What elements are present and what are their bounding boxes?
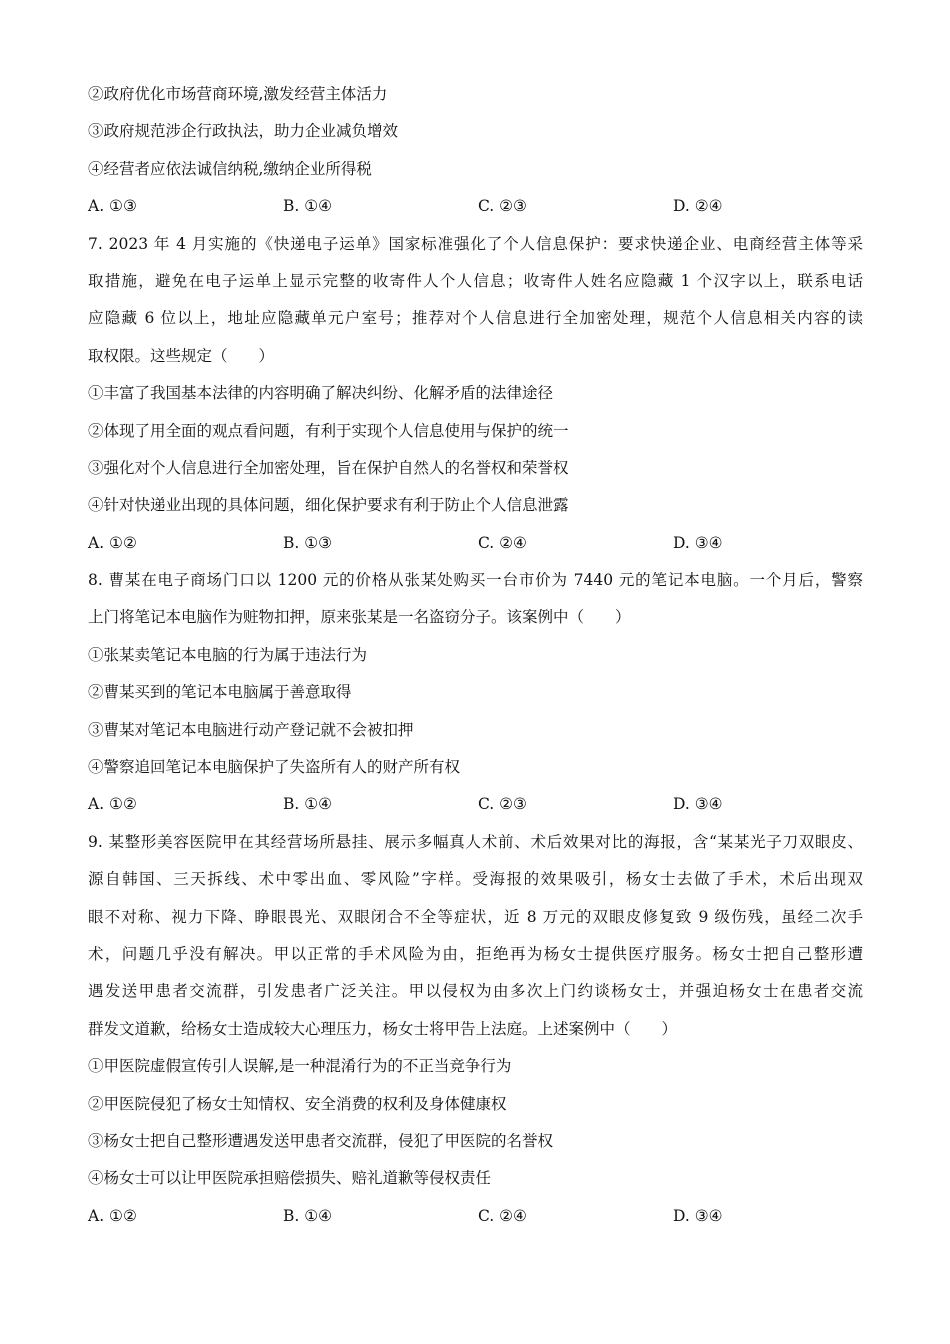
- q9-option-b: B. ①④: [283, 1206, 333, 1225]
- q7-option-b: B. ①③: [283, 533, 333, 552]
- q8-option-a: A. ①②: [88, 795, 137, 814]
- question-9: [88, 824, 863, 1235]
- q7-options: [88, 525, 863, 562]
- q6-item-2: ②政府优化市场营商环境,激发经营主体活力: [88, 85, 388, 103]
- question-6: [88, 76, 863, 226]
- q6-option-b: B. ①④: [283, 197, 333, 216]
- q6-option-c: C. ②③: [478, 197, 527, 216]
- q8-options: [88, 786, 863, 823]
- q9-stem-line: 眼不对称、视力下降、睁眼畏光、双眼闭合不全等症状，近 8 万元的双眼皮修复致 9 级伤残，虽经二次手: [88, 907, 863, 926]
- q9-item-2: ②甲医院侵犯了杨女士知情权、安全消费的权利及身体健康权: [88, 1094, 507, 1113]
- q7-stem-line: 取措施，避免在电子运单上显示完整的收寄件人个人信息；收寄件人姓名应隐藏 1 个汉字以上，联系电话: [88, 271, 863, 290]
- q9-stem-line: 9. 某整形美容医院甲在其经营场所悬挂、展示多幅真人术前、术后效果对比的海报，含“某某光子刀双眼皮、: [88, 832, 863, 851]
- q8-item-4: ④警察追回笔记本电脑保护了失盗所有人的财产所有权: [88, 758, 461, 777]
- q8-item-1: ①张某卖笔记本电脑的行为属于违法行为: [88, 645, 368, 664]
- q7-option-a: A. ①②: [88, 533, 137, 552]
- exam-page: [88, 76, 863, 1235]
- q8-item-2: ②曹某买到的笔记本电脑属于善意取得: [88, 683, 352, 702]
- q8-option-c: C. ②③: [478, 795, 527, 814]
- q7-item-1: ①丰富了我国基本法律的内容明确了解决纠纷、化解矛盾的法律途径: [88, 384, 554, 403]
- q7-option-c: C. ②④: [478, 533, 527, 552]
- q6-item-4: ④经营者应依法诚信纳税,缴纳企业所得税: [88, 159, 372, 178]
- q8-stem-line: 上门将笔记本电脑作为赃物扣押，原来张某是一名盗窃分子。该案例中（ ）: [88, 608, 631, 627]
- q9-item-1: ①甲医院虚假宣传引人误解,是一种混淆行为的不正当竞争行为: [88, 1057, 512, 1076]
- q7-stem-line: 取权限。这些规定（ ）: [88, 346, 275, 365]
- q8-option-b: B. ①④: [283, 795, 333, 814]
- q7-stem-line: 应隐藏 6 位以上，地址应隐藏单元户室号；推荐对个人信息进行全加密处理，规范个人信息相关内容的读: [88, 309, 863, 328]
- q6-options: [88, 188, 863, 225]
- q7-item-3: ③强化对个人信息进行全加密处理，旨在保护自然人的名誉权和荣誉权: [88, 458, 569, 477]
- q9-stem-line: 群发文道歉，给杨女士造成较大心理压力，杨女士将甲告上法庭。上述案例中（ ）: [88, 1019, 678, 1038]
- q6-option-d: D. ②④: [673, 197, 723, 216]
- q7-stem-line: 7. 2023 年 4 月实施的《快递电子运单》国家标准强化了个人信息保护：要求快递企业、电商经营主体等采: [88, 234, 863, 253]
- q6-option-a: A. ①③: [88, 197, 137, 216]
- q9-stem-line: 源自韩国、三天拆线、术中零出血、零风险”字样。受海报的效果吸引，杨女士去做了手术，术后出现双: [88, 870, 863, 889]
- q9-item-4: ④杨女士可以让甲医院承担赔偿损失、赔礼道歉等侵权责任: [88, 1169, 492, 1188]
- q9-stem-line: 遇发送甲患者交流群，引发患者广泛关注。甲以侵权为由多次上门约谈杨女士，并强迫杨女士在患者交流: [88, 982, 863, 1001]
- q9-option-d: D. ③④: [673, 1206, 723, 1225]
- q6-item-3: ③政府规范涉企行政执法，助力企业减负增效: [88, 122, 399, 141]
- q9-options: [88, 1198, 863, 1235]
- q8-item-3: ③曹某对笔记本电脑进行动产登记就不会被扣押: [88, 720, 414, 739]
- q9-stem-line: 术，问题几乎没有解决。甲以正常的手术风险为由，拒绝再为杨女士提供医疗服务。杨女士把自己整形遭: [88, 944, 863, 963]
- q9-option-a: A. ①②: [88, 1206, 137, 1225]
- q9-item-3: ③杨女士把自己整形遭遇发送甲患者交流群，侵犯了甲医院的名誉权: [88, 1131, 554, 1150]
- q7-option-d: D. ③④: [673, 533, 723, 552]
- q8-option-d: D. ③④: [673, 795, 723, 814]
- question-7: [88, 226, 863, 563]
- q7-item-4: ④针对快递业出现的具体问题，细化保护要求有利于防止个人信息泄露: [88, 496, 569, 515]
- q7-item-2: ②体现了用全面的观点看问题，有利于实现个人信息使用与保护的统一: [88, 421, 569, 440]
- q8-stem-line: 8. 曹某在电子商场门口以 1200 元的价格从张某处购买一台市价为 7440 元的笔记本电脑。一个月后，警察: [88, 571, 863, 590]
- question-8: [88, 562, 863, 824]
- q9-option-c: C. ②④: [478, 1206, 527, 1225]
